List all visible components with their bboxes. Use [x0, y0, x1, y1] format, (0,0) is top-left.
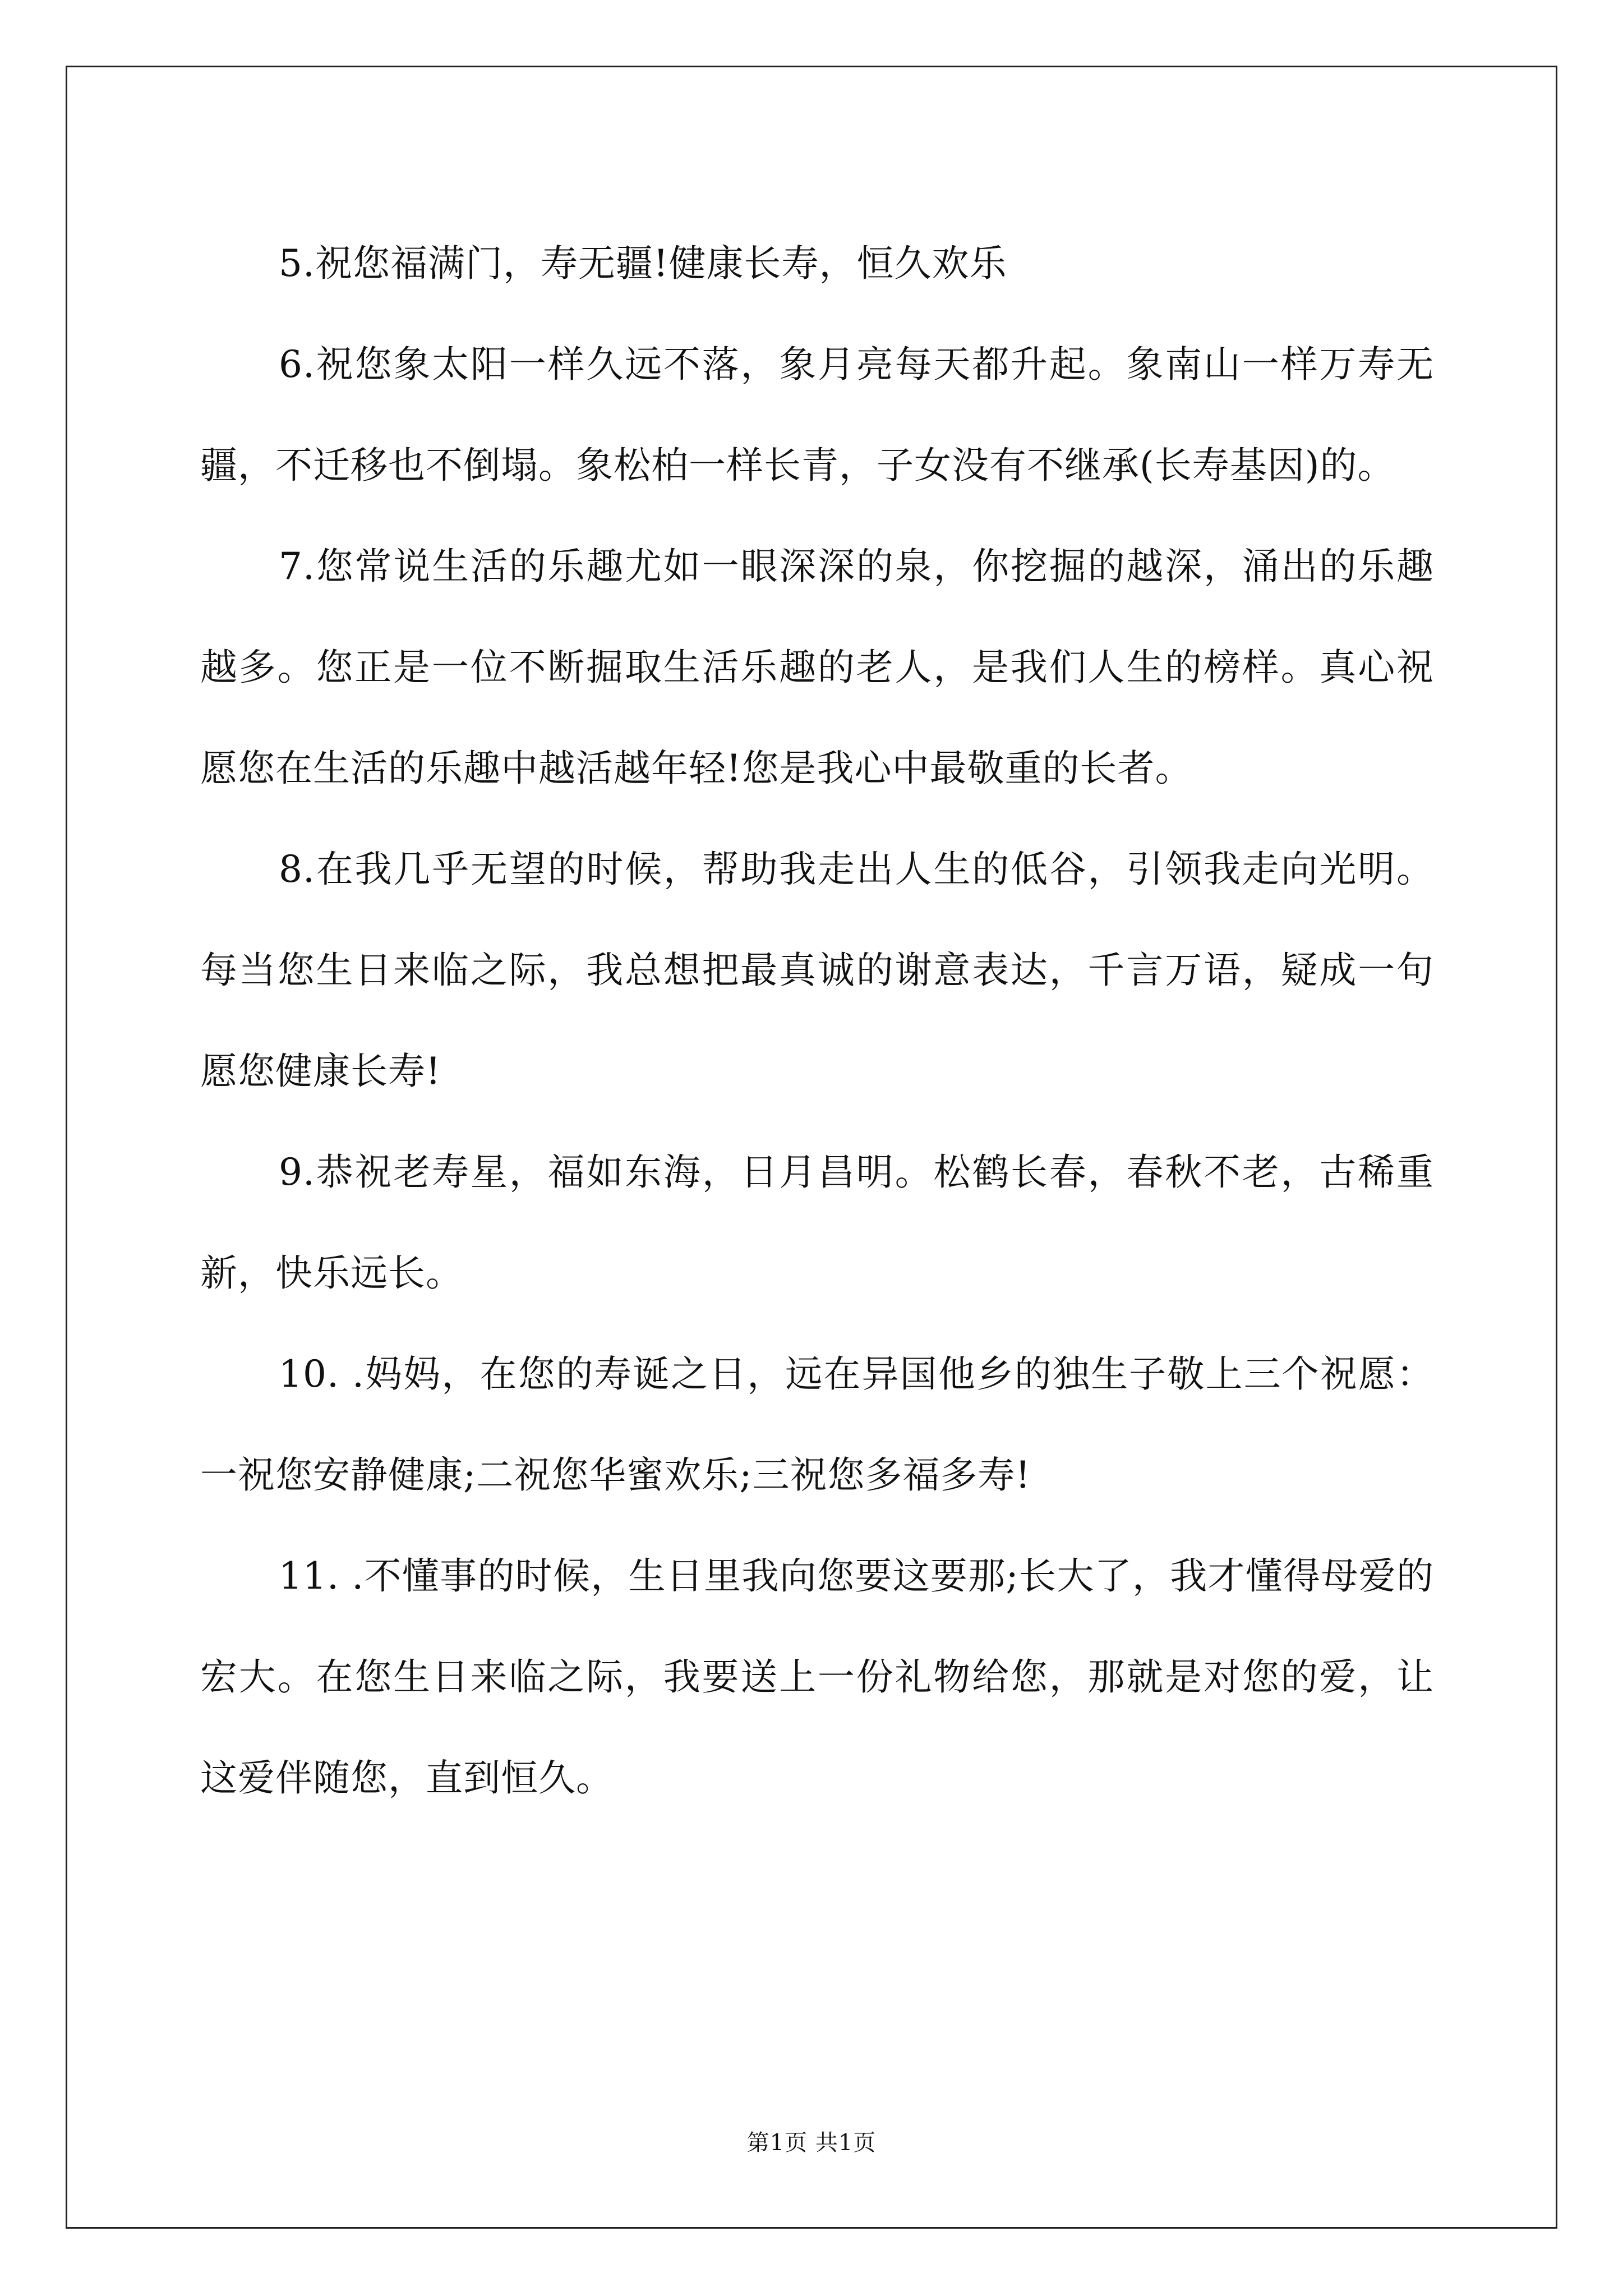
paragraph-10: 10. .妈妈，在您的寿诞之日，远在异国他乡的独生子敬上三个祝愿：一祝您安静健康;二祝您华蜜欢乐;三祝您多福多寿!: [200, 1352, 1434, 1497]
paragraph-6: 6.祝您象太阳一样久远不落，象月亮每天都升起。象南山一样万寿无疆，不迁移也不倒塌。象松柏一样长青，子女没有不继承(长寿基因)的。: [200, 343, 1434, 487]
paragraph-5: 5.祝您福满门，寿无疆!健康长寿，恒久欢乐: [279, 242, 1007, 285]
paragraph-11: 11. .不懂事的时候，生日里我向您要这要那;长大了，我才懂得母爱的宏大。在您生日来临之际，我要送上一份礼物给您，那就是对您的爱，让这爱伴随您，直到恒久。: [200, 1554, 1434, 1800]
paragraph-7: 7.您常说生活的乐趣尤如一眼深深的泉，你挖掘的越深，涌出的乐趣越多。您正是一位不断掘取生活乐趣的老人，是我们人生的榜样。真心祝愿您在生活的乐趣中越活越年轻!您是我心中最敬重的长者。: [200, 545, 1434, 790]
document-body: [200, 213, 1434, 1829]
page-footer: 第1页 共1页: [746, 2130, 877, 2156]
paragraph-8: 8.在我几乎无望的时候，帮助我走出人生的低谷，引领我走向光明。每当您生日来临之际，我总想把最真诚的谢意表达，千言万语，疑成一句愿您健康长寿!: [200, 848, 1434, 1093]
paragraph-9: 9.恭祝老寿星，福如东海，日月昌明。松鹤长春，春秋不老，古稀重新，快乐远长。: [200, 1151, 1434, 1295]
